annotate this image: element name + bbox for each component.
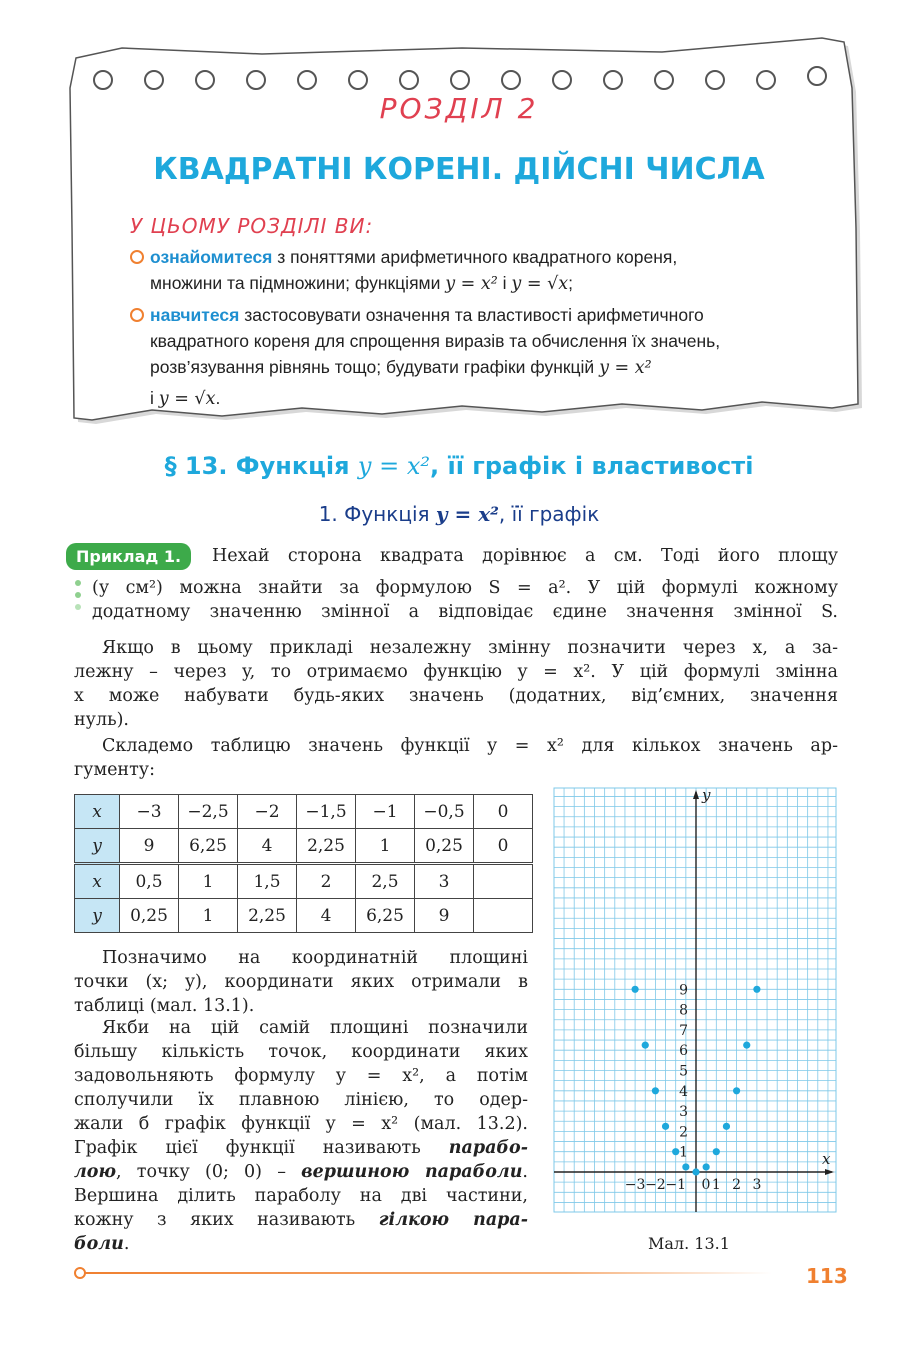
paragraph-fragment: Графік цієї функції називають [74,1138,449,1158]
table-cell: 1 [356,829,415,864]
term: вершиною параболи [301,1162,523,1182]
y-axis-label: y [702,786,711,804]
example-body [92,576,838,624]
x-tick-label: 1 [711,1177,721,1193]
table-cell: −2,5 [179,795,238,829]
goal-1 [130,244,780,297]
formula: y = x² [599,358,652,378]
goal-text-line [130,385,780,412]
goal-text: і [497,273,512,293]
table-cell: 9 [415,899,474,933]
chapter-label: РОЗДІЛ 2 [379,92,539,125]
hole-icon [603,70,623,90]
coordinate-plane-figure [548,782,842,1218]
data-point [642,1042,649,1049]
dot-icon [75,604,81,610]
goal-text: розв’язування рівнянь тощо; будувати графіки функцій [150,357,600,377]
y-tick-label: 4 [679,1083,688,1100]
table-cell: 1,5 [238,864,297,899]
paragraph-text: Якщо в цьому прикладі незалежну змінну позначити через x, а за- [102,638,838,658]
y-tick-label: 8 [679,1002,688,1019]
term: боли [74,1234,124,1254]
table-cell: −3 [120,795,179,829]
hole-icon [552,70,572,90]
data-point [632,986,639,993]
page-number: 113 [806,1264,848,1288]
goal-2 [130,302,780,412]
subsection-title-text: , її графік [498,502,600,526]
table-cell: −1,5 [297,795,356,829]
grid-frame [554,788,836,1212]
goal-text-line: квадратного кореня для спрощення виразів та обчислення їх значень, [150,331,721,351]
table-cell: 0,5 [120,864,179,899]
table-cell: 1 [179,864,238,899]
y-tick-label: 5 [679,1063,688,1080]
goal-text-line [130,270,780,297]
paragraph-text: точки (x; y), координати яких отримали в [74,972,528,992]
paragraph-fragment: , точку (0; 0) – [116,1162,302,1182]
example-text: Нехай сторона квадрата дорівнює a см. Тоді його площу [212,546,838,566]
section-title-text: , її графік і властивості [430,452,754,480]
paragraph-text: таблиці (мал. 13.1). [74,996,255,1016]
goal-text-line [130,354,780,381]
paragraph-text: задовольняють формулу y = x², а потім [74,1066,528,1086]
data-point [723,1123,730,1130]
data-point [753,986,760,993]
paragraph-text [74,1136,528,1160]
data-point [682,1163,689,1170]
paragraph-text: Складемо таблицю значень функції y = x² для кількох значень ар- [102,736,838,756]
data-point [733,1087,740,1094]
chapter-title: КВАДРАТНІ КОРЕНІ. ДІЙСНІ ЧИСЛА [153,152,765,187]
x-tick-label: −2 [645,1177,666,1193]
goal-keyword: навчитеся [150,305,240,325]
example-text: (у см²) можна знайти за формулою S = a². У цій формулі кожному [92,578,838,598]
table-cell: −1 [356,795,415,829]
formula: y = x² [435,502,499,526]
table-cell: 0,25 [415,829,474,864]
paragraph-text: x може набувати будь-яких значень (додатних, від’ємних, значення [74,686,838,706]
data-point [662,1123,669,1130]
table-cell: 3 [415,864,474,899]
hole-icon [450,70,470,90]
dot-icon [75,580,81,586]
y-tick-label: 2 [679,1124,688,1141]
table-cell: 6,25 [356,899,415,933]
section-title [0,452,918,480]
formula: y = x² [357,452,430,480]
hole-icon [348,70,368,90]
y-tick-label: 1 [679,1144,688,1161]
x-axis-label: x [822,1150,831,1168]
x-tick-label: 3 [752,1177,762,1193]
data-point [713,1148,720,1155]
formula: y = √x [158,389,216,409]
hole-icon [93,70,113,90]
goal-text: множини та підмножини; функціями [150,273,446,293]
goal-keyword: ознайомитеся [150,247,273,267]
paragraph-text: жали б графік функції y = x² (мал. 13.2). [74,1114,528,1134]
paragraph-text: Вершина ділить параболу на дві частини, [74,1186,528,1206]
y-tick-label: 6 [679,1043,688,1060]
term: гілкою пара- [378,1210,528,1230]
table-cell: 6,25 [179,829,238,864]
paragraph-text [74,1160,528,1184]
table-cell: 0 [474,795,533,829]
paragraph-text [74,1232,528,1256]
x-tick-label: −3 [624,1177,646,1193]
figure-caption: Мал. 13.1 [648,1234,730,1253]
table-cell: −0,5 [415,795,474,829]
dot-icon [75,592,81,598]
example-line [212,544,838,568]
table-cell: 9 [120,829,179,864]
paragraph-text: більшу кількість точок, координати яких [74,1042,528,1062]
y-tick-label: 3 [679,1104,688,1121]
table-cell: 0,25 [120,899,179,933]
x-tick-label: −1 [665,1177,687,1193]
term: лою [74,1162,117,1182]
formula: y = √x [511,274,569,294]
hole-icon [654,70,674,90]
table-cell: 2 [297,864,356,899]
paragraph-3 [74,946,528,1018]
table-cell: 2,25 [297,829,356,864]
data-point [703,1163,710,1170]
paragraph-text: Позначимо на координатній площині [102,948,528,968]
subsection-title [0,502,918,526]
paragraph-text: сполучили їх плавною лінією, то одер- [74,1090,528,1110]
goal-text: з поняттями арифметичного квадратного кореня, [272,247,678,267]
hole-icon [297,70,317,90]
table-row [75,864,533,899]
table-header-cell: y [75,829,120,864]
subsection-title-text: 1. Функція [318,502,436,526]
term: парабо- [448,1138,528,1158]
table-cell: 2,5 [356,864,415,899]
table-cell: 2,25 [238,899,297,933]
paragraph-text: нуль). [74,710,129,730]
goal-text: і [150,388,159,408]
y-tick-label: 7 [679,1022,688,1039]
paragraph-text: лежну – через y, то отримаємо функцію y = x². У цій формулі змінна [74,662,838,682]
section-title-text: § 13. Функція [164,452,358,480]
table-row [75,795,533,829]
goal-text: . [215,388,221,408]
hole-icon [705,70,725,90]
data-point [692,1168,699,1175]
hole-icon [501,70,521,90]
table-row [75,899,533,933]
goals-heading: У ЦЬОМУ РОЗДІЛІ ВИ: [130,214,374,238]
footer-rule [72,1266,772,1280]
data-point [672,1148,679,1155]
bullet-ring-icon [130,250,144,264]
paragraph-2 [74,734,838,782]
data-point [652,1087,659,1094]
y-tick-label: 9 [679,982,688,999]
goal-text: ; [568,273,573,293]
goal-text: застосовувати означення та властивості арифметичного [239,305,704,325]
x-tick-label: 0 [701,1177,711,1193]
hole-icon [756,70,776,90]
paragraph-text [74,1208,528,1232]
hole-icon [195,70,215,90]
paragraph-text: Якби на цій самій площині позначили [102,1018,528,1038]
values-table [74,794,533,933]
table-cell: 4 [297,899,356,933]
example-badge: Приклад 1. [66,543,191,570]
table-cell: 1 [179,899,238,933]
paragraph-fragment: . [522,1162,528,1182]
bullet-ring-icon [130,308,144,322]
table-cell [474,899,533,933]
data-point [743,1042,750,1049]
table-header-cell: x [75,864,120,899]
paragraph-4 [74,1016,528,1256]
hole-icon [246,70,266,90]
table-row [75,829,533,864]
table-cell: −2 [238,795,297,829]
paragraph-text: гументу: [74,760,155,780]
table-header-cell: x [75,795,120,829]
table-cell: 0 [474,829,533,864]
hole-icon [399,70,419,90]
hole-icon [144,70,164,90]
hole-icon [807,66,827,86]
paragraph-1 [74,636,838,732]
paragraph-fragment: . [123,1234,130,1254]
table-cell [474,864,533,899]
paragraph-fragment: кожну з яких називають [74,1210,379,1230]
example-text: додатному значенню змінної a відповідає єдине значення змінної S. [92,602,838,622]
grid [554,788,836,1212]
table-cell: 4 [238,829,297,864]
x-tick-label: 2 [732,1177,742,1193]
formula: y = x² [445,274,498,294]
table-header-cell: y [75,899,120,933]
